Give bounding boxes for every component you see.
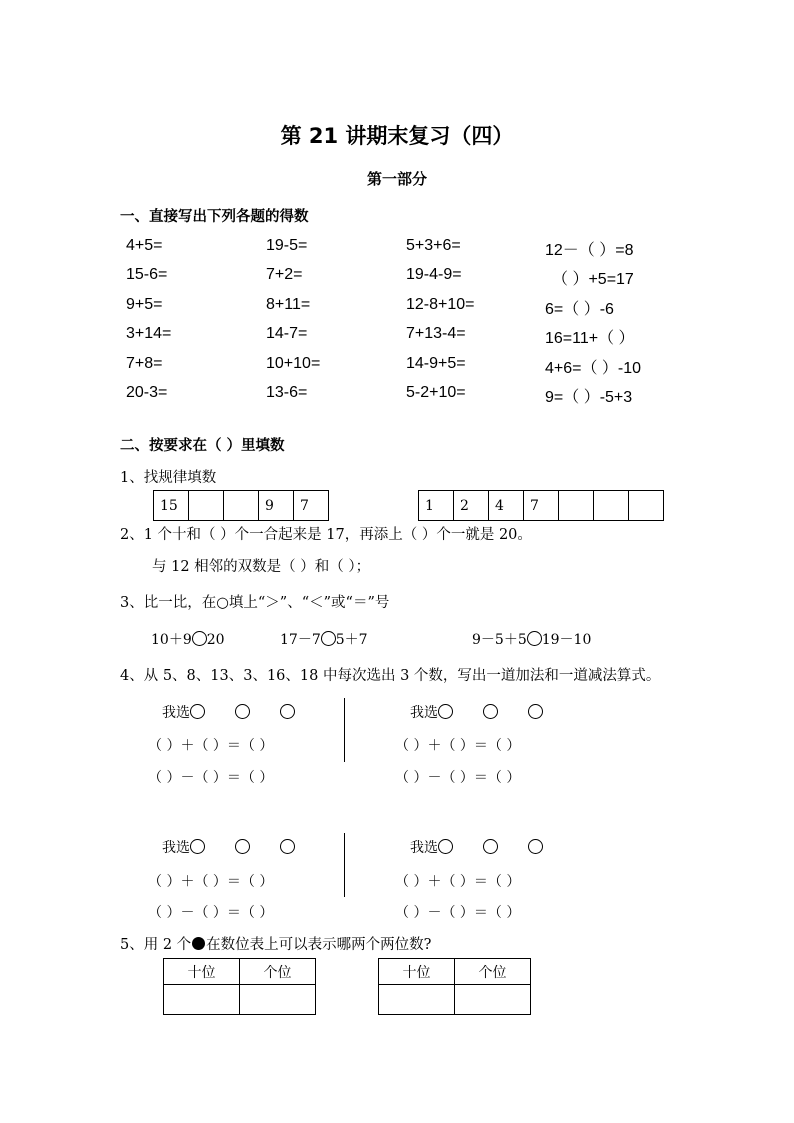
tens-cell[interactable] xyxy=(164,985,240,1015)
number-circle-icon[interactable] xyxy=(528,839,543,854)
divider xyxy=(344,698,345,762)
addition-equation: （ ）＋（ ）＝（ ） xyxy=(148,738,274,754)
problem: （ ）+5=17 xyxy=(552,271,634,288)
choose-row xyxy=(162,702,295,722)
problem: 13-6= xyxy=(266,384,308,401)
problem: 7+13-4= xyxy=(406,325,466,342)
number-circle-icon[interactable] xyxy=(528,704,543,719)
problem: 14-7= xyxy=(266,325,308,342)
problem: 19-5= xyxy=(266,237,308,254)
choose-label: 我选 xyxy=(410,705,438,721)
filled-dot-icon xyxy=(192,937,205,950)
number-circle-icon[interactable] xyxy=(280,839,295,854)
q2-line2: 与 12 相邻的双数是（ ）和（ ）； xyxy=(152,559,371,575)
addition-equation: （ ）＋（ ）＝（ ） xyxy=(395,874,521,890)
problem: 10+10= xyxy=(266,355,321,372)
q4-label: 4、从 5、8、13、3、16、18 中每次选出 3 个数，写出一道加法和一道减法算式。 xyxy=(120,668,661,684)
problem: 9+5= xyxy=(126,296,163,313)
compare-left: 17－7 xyxy=(280,632,321,648)
problem: 7+2= xyxy=(266,266,303,283)
place-value-table xyxy=(163,958,316,1015)
number-circle-icon[interactable] xyxy=(438,704,453,719)
problem: 5-2+10= xyxy=(406,384,466,401)
seq-cell[interactable] xyxy=(629,491,664,521)
choose-row xyxy=(410,837,543,857)
q5-label-post: 在数位表上可以表示哪两个两位数? xyxy=(206,937,432,953)
compare-circle-icon[interactable] xyxy=(527,631,542,646)
part-heading: 第一部分 xyxy=(366,170,427,188)
addition-equation: （ ）＋（ ）＝（ ） xyxy=(395,738,521,754)
ones-cell[interactable] xyxy=(455,985,531,1015)
compare-item xyxy=(472,629,591,649)
divider xyxy=(344,833,345,897)
subtraction-equation: （ ）－（ ）＝（ ） xyxy=(395,905,521,921)
number-circle-icon[interactable] xyxy=(235,704,250,719)
choose-row xyxy=(162,837,295,857)
problem: 12-8+10= xyxy=(406,296,475,313)
problem: 19-4-9= xyxy=(406,266,462,283)
number-circle-icon[interactable] xyxy=(483,839,498,854)
problem: 20-3= xyxy=(126,384,168,401)
page-title: 第 21 讲期末复习（四） xyxy=(280,124,514,148)
seq-cell: 2 xyxy=(454,491,489,521)
compare-right: 19－10 xyxy=(541,632,592,648)
subtraction-equation: （ ）－（ ）＝（ ） xyxy=(395,770,521,786)
subtraction-equation: （ ）－（ ）＝（ ） xyxy=(148,905,274,921)
seq-cell[interactable] xyxy=(594,491,629,521)
problem: 6=（ ）-6 xyxy=(545,301,614,318)
sequence-box-b xyxy=(418,490,664,521)
seq-cell[interactable] xyxy=(189,491,224,521)
q5-label-pre: 5、用 2 个 xyxy=(120,937,192,953)
place-value-table xyxy=(378,958,531,1015)
number-circle-icon[interactable] xyxy=(190,839,205,854)
seq-cell: 4 xyxy=(489,491,524,521)
choose-label: 我选 xyxy=(162,840,190,856)
compare-item xyxy=(151,629,225,649)
compare-right: 5＋7 xyxy=(335,632,368,648)
number-circle-icon[interactable] xyxy=(483,704,498,719)
choose-label: 我选 xyxy=(410,840,438,856)
q5-label xyxy=(120,933,431,954)
compare-circle-icon[interactable] xyxy=(192,631,207,646)
q3-label: 3、比一比，在○填上“＞”、“＜”或“＝”号 xyxy=(120,595,390,611)
compare-right: 20 xyxy=(206,632,225,648)
ones-cell[interactable] xyxy=(240,985,316,1015)
compare-item xyxy=(280,629,368,649)
section2-heading: 二、按要求在（ ）里填数 xyxy=(120,438,285,454)
problem: 4+6=（ ）-10 xyxy=(545,360,642,377)
compare-left: 10＋9 xyxy=(151,632,192,648)
problem: 8+11= xyxy=(266,296,311,313)
seq-cell: 15 xyxy=(154,491,189,521)
problem: 14-9+5= xyxy=(406,355,466,372)
seq-cell[interactable] xyxy=(559,491,594,521)
subtraction-equation: （ ）－（ ）＝（ ） xyxy=(148,770,274,786)
seq-cell: 1 xyxy=(419,491,454,521)
q2-line1: 2、1 个十和（ ）个一合起来是 17，再添上（ ）个一就是 20。 xyxy=(120,527,532,543)
sequence-box-a xyxy=(153,490,329,521)
choose-label: 我选 xyxy=(162,705,190,721)
problem: 9=（ ）-5+3 xyxy=(545,389,633,406)
number-circle-icon[interactable] xyxy=(235,839,250,854)
problem: 4+5= xyxy=(126,237,163,254)
compare-left: 9－5＋5 xyxy=(472,632,527,648)
seq-cell[interactable] xyxy=(224,491,259,521)
seq-cell: 9 xyxy=(259,491,294,521)
problem: 3+14= xyxy=(126,325,172,342)
tens-cell[interactable] xyxy=(379,985,455,1015)
ones-header: 个位 xyxy=(240,959,316,985)
problem: 5+3+6= xyxy=(406,237,461,254)
problem: 7+8= xyxy=(126,355,163,372)
choose-row xyxy=(410,702,543,722)
problem: 15-6= xyxy=(126,266,168,283)
tens-header: 十位 xyxy=(379,959,455,985)
seq-cell: 7 xyxy=(524,491,559,521)
ones-header: 个位 xyxy=(455,959,531,985)
section1-heading: 一、直接写出下列各题的得数 xyxy=(120,209,309,225)
problem: 16=11+（ ） xyxy=(545,330,635,347)
addition-equation: （ ）＋（ ）＝（ ） xyxy=(148,874,274,890)
problem: 12－（ ）=8 xyxy=(545,242,634,259)
compare-circle-icon[interactable] xyxy=(321,631,336,646)
number-circle-icon[interactable] xyxy=(280,704,295,719)
number-circle-icon[interactable] xyxy=(190,704,205,719)
number-circle-icon[interactable] xyxy=(438,839,453,854)
tens-header: 十位 xyxy=(164,959,240,985)
seq-cell: 7 xyxy=(294,491,329,521)
q1-label: 1、找规律填数 xyxy=(120,470,217,486)
